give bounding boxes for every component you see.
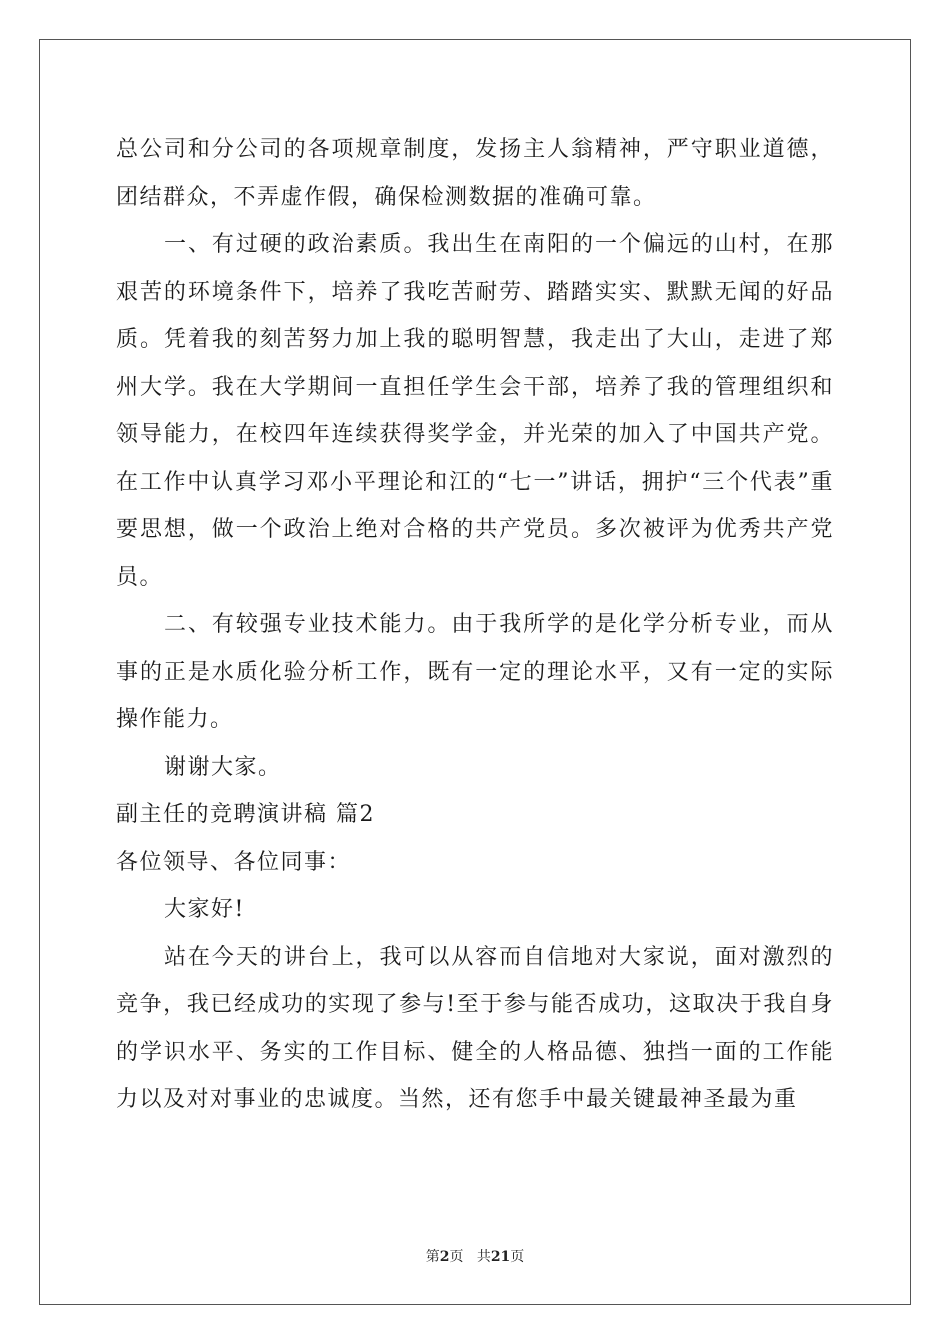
total-suffix: 页 [510,1249,525,1265]
paragraph: 一、有过硬的政治素质。我出生在南阳的一个偏远的山村，在那艰苦的环境条件下，培养了我吃苦耐劳、踏踏实实、默默无闻的好品质。凭着我的刻苦努力加上我的聪明智慧，我走出了大山，走进了郑州大学。我在大学期间一直担任学生会干部，培养了我的管理组织和领导能力，在校四年连续获得奖学金，并光荣的加入了中国共产党。在工作中认真学习邓小平理论和江的“七一”讲话，拥护“三个代表”重要思想，做一个政治上绝对合格的共产党员。多次被评为优秀共产党员。 [116,232,834,590]
paragraph: 站在今天的讲台上，我可以从容而自信地对大家说，面对激烈的竞争，我已经成功的实现了参与!至于参与能否成功，这取决于我自身的学识水平、务实的工作目标、健全的人格品德、独挡一面的工作能力以及对对事业的忠诚度。当然，还有您手中最关键最神圣最为重 [116,944,834,1112]
section-heading: 副主任的竞聘演讲稿 篇2 [116,802,375,827]
paragraph: 总公司和分公司的各项规章制度，发扬主人翁精神，严守职业道德，团结群众，不弄虚作假，确保检测数据的准确可靠。 [116,137,834,210]
salutation: 各位领导、各位同事： [116,849,352,875]
page-number: 2 [439,1249,450,1265]
page-suffix: 页 [449,1249,464,1265]
paragraph: 二、有较强专业技术能力。由于我所学的是化学分析专业，而从事的正是水质化验分析工作，既有一定的理论水平，又有一定的实际操作能力。 [116,612,834,732]
page-footer [0,1246,950,1266]
paragraph: 谢谢大家。 [164,754,282,780]
document-body [116,126,834,1124]
greeting: 大家好! [164,897,245,922]
total-prefix: 共 [476,1249,491,1265]
total-pages: 21 [490,1249,511,1265]
page-prefix: 第 [425,1249,440,1265]
